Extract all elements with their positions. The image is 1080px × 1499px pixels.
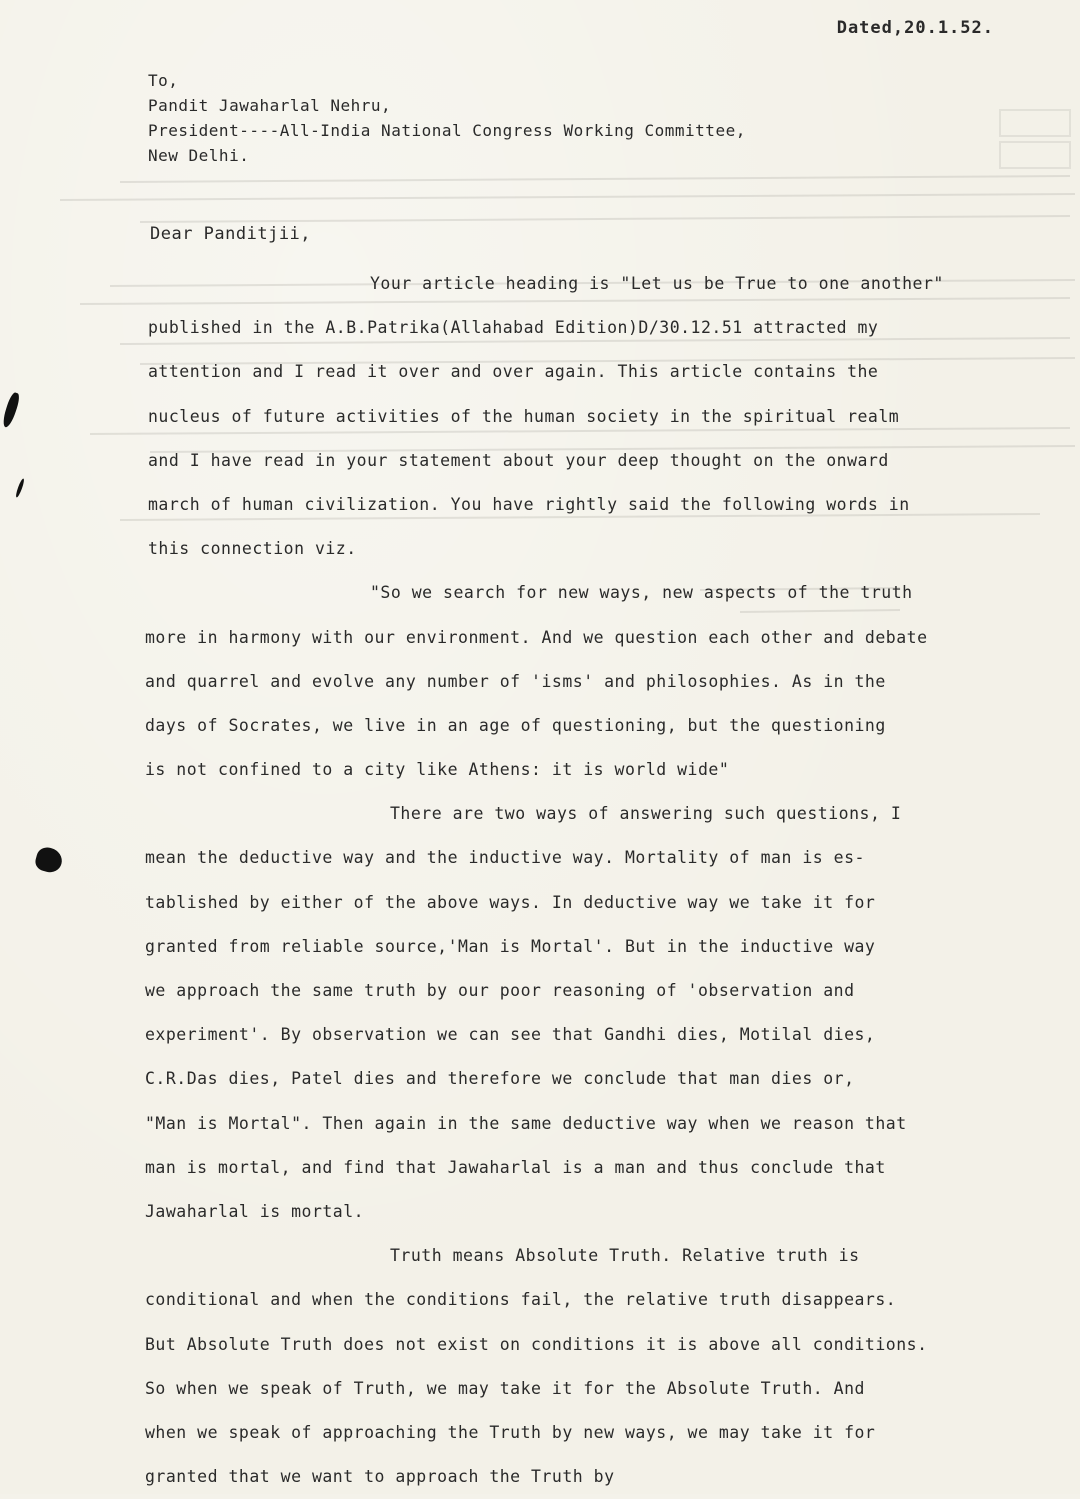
- body-line: when we speak of approaching the Truth by new ways, we may take it for: [145, 1422, 876, 1442]
- body-line: we approach the same truth by our poor reasoning of 'observation and: [145, 981, 855, 1000]
- body-line: But Absolute Truth does not exist on conditions it is above all conditions.: [145, 1334, 928, 1354]
- recipient-address: [148, 68, 746, 168]
- ink-blot: [33, 845, 64, 875]
- body-line: tablished by either of the above ways. In deductive way we take it for: [145, 892, 876, 912]
- body-line: is not confined to a city like Athens: it is world wide": [145, 760, 730, 780]
- body-line: granted from reliable source,'Man is Mortal'. But in the inductive way: [145, 936, 876, 956]
- body-line: this connection viz.: [148, 539, 357, 559]
- body-line: Truth means Absolute Truth. Relative truth is: [390, 1246, 860, 1266]
- body-line: experiment'. By observation we can see that Gandhi dies, Motilal dies,: [145, 1025, 876, 1045]
- body-line: published in the A.B.Patrika(Allahabad Edition)D/30.12.51 attracted my: [148, 318, 879, 338]
- address-line: President----All-India National Congress Working Committee,: [148, 121, 746, 140]
- body-line: mean the deductive way and the inductive way. Mortality of man is es-: [145, 848, 865, 868]
- salutation: Dear Panditjii,: [150, 224, 312, 244]
- address-line: New Delhi.: [148, 146, 250, 165]
- body-line: granted that we want to approach the Truth by: [145, 1467, 615, 1487]
- body-line: and I have read in your statement about your deep thought on the onward: [148, 450, 889, 470]
- body-line: man is mortal, and find that Jawaharlal is a man and thus conclude that: [145, 1157, 886, 1177]
- address-line: To,: [148, 71, 179, 90]
- address-line: Pandit Jawaharlal Nehru,: [148, 96, 392, 115]
- body-line: conditional and when the conditions fail, the relative truth disappears.: [145, 1290, 897, 1310]
- body-line: and quarrel and evolve any number of 'isms' and philosophies. As in the: [145, 671, 886, 691]
- body-line: Jawaharlal is mortal.: [145, 1201, 365, 1221]
- body-line: So when we speak of Truth, we may take it for the Absolute Truth. And: [145, 1378, 865, 1398]
- ink-mark: [15, 478, 26, 498]
- body-line: nucleus of future activities of the human society in the spiritual realm: [148, 406, 900, 426]
- body-line: There are two ways of answering such questions, I: [390, 804, 902, 824]
- ink-mark: [1, 391, 22, 428]
- letter-date: Dated,20.1.52.: [836, 18, 994, 38]
- body-line: days of Socrates, we live in an age of questioning, but the questioning: [145, 715, 886, 735]
- body-line: Your article heading is "Let us be True to one another": [370, 274, 944, 293]
- letter-body: [145, 262, 995, 1499]
- body-line: attention and I read it over and over again. This article contains the: [148, 362, 879, 382]
- body-line: "So we search for new ways, new aspects of the truth: [370, 583, 913, 603]
- body-line: C.R.Das dies, Patel dies and therefore we conclude that man dies or,: [145, 1069, 855, 1089]
- body-line: "Man is Mortal". Then again in the same deductive way when we reason that: [145, 1113, 907, 1133]
- body-line: more in harmony with our environment. And we question each other and debate: [145, 627, 928, 647]
- body-line: march of human civilization. You have rightly said the following words in: [148, 494, 910, 514]
